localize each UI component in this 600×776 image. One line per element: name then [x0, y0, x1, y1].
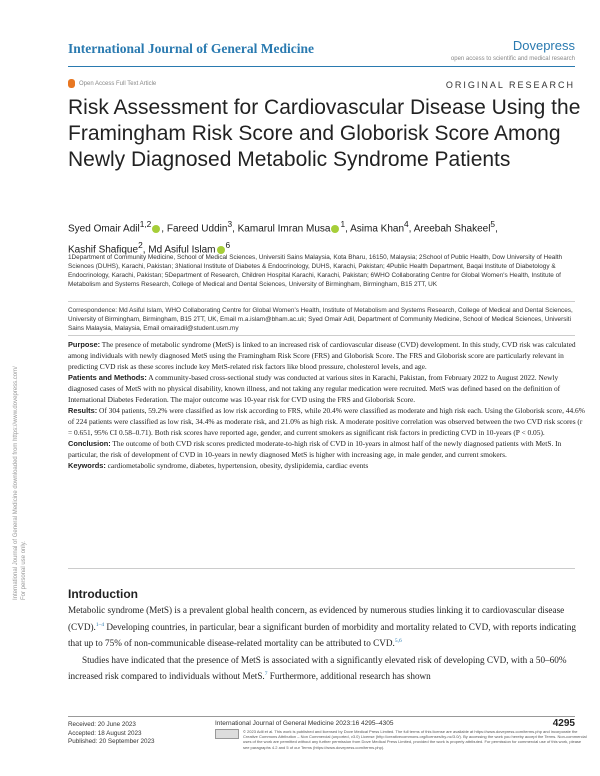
keywords-label: Keywords: [68, 461, 106, 470]
affiliations: 1Department of Community Medicine, School of Medical Sciences, Universiti Sains Malaysia, Kota Bharu, 16150, Malaysia; 2School of Public Health, Dow University of Health Sciences (DUHS), Karachi, Pakistan; 3National Institute of Diabetes & Endocrinology, DUHS, Karachi, Pakistan; 4Public Health Department, Baqai Institute of Diabetology & Endocrinology, Karachi, Pakistan; 5Department of Research, Children Hospital Karachi, Karachi, Pakistan; 6WHO Collaborating Centre for Global Women's Health, Institute of Metabolism and Systems Research, College of Medical and Dental Sciences, University of Birmingham, Birmingham, B15 2TT, UK [68, 254, 563, 288]
orcid-icon[interactable] [152, 225, 160, 233]
header-rule [68, 66, 575, 67]
published-date: Published: 20 September 2023 [68, 738, 155, 745]
divider [68, 301, 575, 302]
author-list: Syed Omair Adil$^{1,2}$ , Fareed Uddin$^3$, Kamarul Imran Musa $^1$, Asima Khan$^4$, Areebah Shakeel$^5$, Kashif Shafique$^2$, Md Asiful Islam $^6$ [68, 219, 498, 256]
citation-link[interactable]: 7 [264, 671, 268, 678]
paragraph: Metabolic syndrome (MetS) is a prevalent global health concern, as evidenced by numerous studies linking it to cardiovascular disease (CVD). [68, 605, 565, 632]
publisher-logo[interactable] [451, 38, 575, 62]
publication-dates [68, 721, 154, 747]
conclusion-label: Conclusion: [68, 439, 111, 448]
author[interactable]: Kamarul Imran Musa [237, 223, 331, 235]
accepted-date: Accepted: 18 August 2023 [68, 729, 142, 737]
received-date: Received: 20 June 2023 [68, 721, 136, 728]
divider [68, 335, 575, 336]
side-note-line: International Journal of General Medicine downloaded from https://www.dovepress.com/ [13, 366, 19, 600]
purpose-label: Purpose: [68, 340, 101, 349]
author-sup: 6 [225, 240, 231, 251]
author[interactable]: Fareed Uddin [166, 223, 228, 235]
paragraph: Studies have indicated that the presence of MetS is associated with a significantly elevated risk of developing CVD, with a 50–60% increased risk compared to individuals without MetS. [68, 654, 567, 682]
methods-text: A community-based cross-sectional study was conducted at various sites in Karachi, Pakistan, from February 2022 to August 2022. Newly diagnosed cases of MetS with no physical disability, known illness, and not taking any regular medication were recruited. MetS was defined based on the definition of International Diabetes Federation. The major outcome was 10-year risk for CVD using the FRS and Globorisk Score. [68, 373, 561, 404]
author-sup: 1 [340, 219, 346, 229]
license-text: © 2023 Adil et al. This work is published and licensed by Dove Medical Press Limited. The full terms of this license are available at https://www.dovepress.com/terms.php and incorporate the Creative Commons Attribution – Non Commercial (unported, v3.0) License (http://creativecommons.org/licenses/by-nc/3.0/). By accessing the work you hereby accept the Terms. Non-commercial uses of the work are permitted without any further permission from Dove Medical Press Limited, provided the work is properly attributed. For permission for commercial use of this work, please see paragraphs 4.2 and 5 of our Terms (https://www.dovepress.com/terms.php). [243, 729, 587, 750]
author-sup: 4 [404, 219, 409, 229]
correspondence: Correspondence: Md Asiful Islam, WHO Collaborating Centre for Global Women's Health, Institute of Metabolism and Systems Research, College of Medical and Dental Sciences, University of Birmingham, Birmingham, B15 2TT, UK, Email m.a.islam@bham.ac.uk; Syed Omair Adil, Department of Community Medicine, School of Medical Sciences, Universiti Sains Malaysia, Malaysia, Email omairadil@student.usm.my [68, 307, 573, 332]
citation-link[interactable]: 5,6 [394, 638, 402, 645]
methods-label: Patients and Methods: [68, 373, 147, 382]
side-note-line: For personal use only. [21, 541, 27, 600]
author[interactable]: Areebah Shakeel [413, 223, 491, 235]
brand-dove: Dove [512, 38, 544, 53]
author-sup: 3 [227, 219, 233, 229]
purpose-text: The presence of metabolic syndrome (MetS) is linked to an increased risk of cardiovascular disease (CVD) development. In this study, CVD risk was calculated among individuals with newly diagnosed MetS using the Framingham Risk Score (FRS) and Globorisk Score. The FRS and Globorisk score are particularly relevant in predicting CVD risk as these scores include key MetS-related risk factors like blood pressure, cholesterol levels, and age. [68, 340, 576, 371]
citation[interactable]: International Journal of General Medicine 2023:16 4295–4305 [215, 720, 394, 727]
results-text: Of 304 patients, 59.2% were classified as low risk according to FRS, while 20.4% were classified as moderate and high risk each. Using the Globorisk score, 44.6% of 224 patients were classified as low risk, 34.4% as moderate risk, and 21.0% as high risk. A moderate positive correlation was observed between the two CVD risk scores (r = 0.651, 95% CI 0.58–0.71). Both risk scores have reported age, gender, and current smokers as significant risk factors in predicting CVD in 10-years (P < 0.05). [68, 406, 585, 437]
open-access-label: Open Access Full Text Article [79, 80, 157, 87]
abstract [68, 339, 588, 471]
body-text [68, 603, 588, 684]
results-label: Results: [68, 406, 98, 415]
article-title: Risk Assessment for Cardiovascular Disease Using the Framingham Risk Score and Globorisk Score Among Newly Diagnosed Metabolic Syndrome Patients [68, 96, 581, 171]
article-type: ORIGINAL RESEARCH [445, 80, 575, 90]
divider [68, 568, 575, 569]
author-sup: 2 [138, 240, 143, 251]
journal-title[interactable]: International Journal of General Medicine [68, 41, 314, 56]
side-note [0, 240, 42, 600]
footer-rule [68, 716, 575, 717]
author[interactable]: Syed Omair Adil [68, 223, 140, 235]
citation-link[interactable]: 1–4 [95, 621, 105, 628]
keywords-text: cardiometabolic syndrome, diabetes, hypertension, obesity, dyslipidemia, cardiac events [107, 461, 369, 470]
cc-license-icon[interactable] [215, 729, 239, 739]
author[interactable]: Md Asiful Islam [148, 244, 216, 256]
license-block [215, 729, 588, 750]
conclusion-text: The outcome of both CVD risk scores predicted moderate-to-high risk of CVD in 10-years in almost half of the newly diagnosed patients with MetS. In particular, the risk of development of CVD in 10-years in newly diagnosed MetS is higher with increasing age, in male gender, and current smokers. [68, 439, 562, 459]
author-sup: 1,2 [139, 219, 152, 229]
page-number: 4295 [552, 718, 575, 729]
orcid-icon[interactable] [331, 225, 339, 233]
open-access-badge [68, 79, 156, 88]
publisher-tagline: open access to scientific and medical research [450, 56, 575, 62]
author[interactable]: Kashif Shafique [68, 244, 139, 256]
open-access-icon [68, 79, 75, 88]
paragraph: Furthermore, additional research has shown [267, 671, 431, 682]
brand-press: press [543, 38, 575, 53]
paragraph: Developing countries, in particular, bear a significant burden of morbidity and mortality related to CVD, with reports indicating that up to 75% of non-communicable disease-related mortality can be attributed to CVD. [68, 621, 576, 649]
section-heading: Introduction [68, 587, 138, 601]
author-sup: 5 [490, 219, 496, 229]
author[interactable]: Asima Khan [350, 223, 405, 235]
